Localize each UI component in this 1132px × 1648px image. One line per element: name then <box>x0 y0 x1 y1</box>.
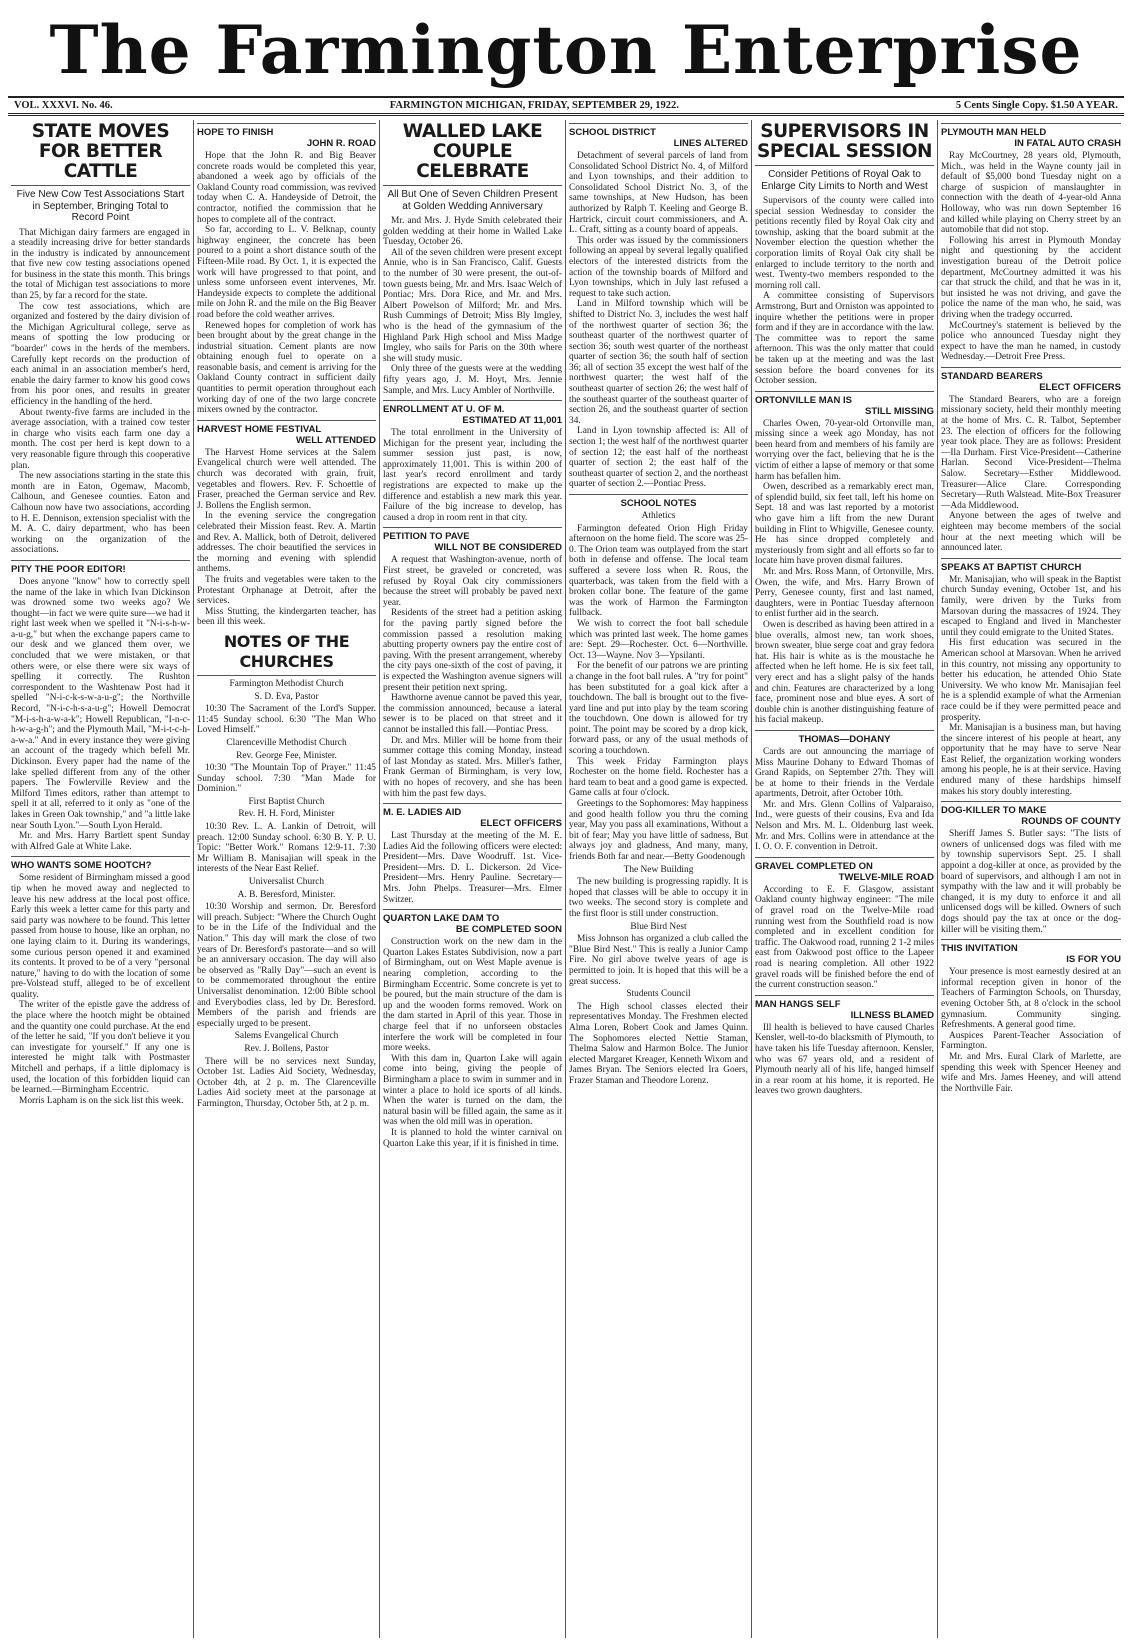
paragraph: With this dam in, Quarton Lake will again come into being, giving the people of Birmingham a place to swim in summer and in winter a place to hold ice sports of all kinds. When the water is turned on the dam, the natural basin will be filled again, the same as it was when the old mill was in operation. <box>383 1053 562 1128</box>
paragraph: Greetings to the Sophomores: May happiness and good health follow you thru the coming year, May you pass all examinations, Without a bit of fear; May you have little of sadness, But always joy and gladness, And many, many, friends Both far and near.—Betty Goodenough <box>569 799 748 862</box>
church-name: Clarenceville Methodist Church <box>226 737 347 748</box>
paragraph: 10:30 "The Mountain Top of Prayer." 11:45 Sunday school. 7:30 "Man Made for Dominion." <box>197 763 376 795</box>
paragraph: Owen, described as a remarkably erect man, of splendid build, six feet tall, left his home on Sept. 18 and was last reported by a motorist who gave him a lift from the new Durant building in Flint to Whigville, Genesee county. He has since dropped completely and mysteriously from sight and all efforts so far to locate him have proven dismal failures. <box>755 482 934 567</box>
headline: DOG-KILLER TO MAKE ROUNDS OF COUNTY <box>941 801 1121 827</box>
paragraph: That Michigan dairy farmers are engaged in a steadily increasing drive for better standards in the industry is indicated by announcement that five new cow testing associations opened for business in the state this month. This brings the total of Michigan test associations to more than 25, by far a record for the state. <box>11 227 190 302</box>
paragraph: Following his arrest in Plymouth Monday night and questioning by the accident investigation bureau of the Detroit police department, McCourtney admitted it was his car that struck the child, and that he was in it, but insisted he was not driving, and gave the police the name of the man who, he said, was driving when the tradegy occurred. <box>941 235 1121 320</box>
section-title: Students Council <box>626 989 691 1000</box>
article-john-r-road <box>197 123 376 416</box>
paragraph: Hope that the John R. and Big Beaver concrete roads would be completed this year, abandoned a week ago by officials of the Oakland County road commission, was revived today when C. A. Handeyside of Detroit, the contractor, notified the commission that he hopes to complete all of the contract. <box>197 151 376 225</box>
church-pastor: S. D. Eva, Pastor <box>254 691 319 702</box>
article-enrollment <box>383 400 562 523</box>
column-4 <box>566 120 752 1638</box>
column-3 <box>380 120 566 1638</box>
paragraph: So far, according to L. V. Belknap, county highway engineer, the concrete has been poured to a point a short distance south of the Fifteen-Mile road. By Oct. 1, it is expected the work will have progressed to that point, and unless some unforseen event intervenes, Mr. Handeyside expects to complete the additional mile on John R. and the mile on the Big Beaver road before the cold weather arrives. <box>197 225 376 320</box>
subheadline: Consider Petitions of Royal Oak to Enlarge City Limits to North and West <box>761 169 928 192</box>
paragraph: Does anyone "know" how to correctly spell the name of the lake in which Ivan Dickinson was drowned some two weeks ago? We thought—in fact we were quite sure—we had it right last week when we spelled it "N-i-s-h-w-a-u-g," but when the exchange papers came to our desk and we glanced them over, we concluded that we were mistaken, or that others were, or else there were six ways of spelling it correctly. The Rushton correspondent to the Washtenaw Post had it spelled "N-i-c-k-s-w-a-u-g"; the Northville Record, "N-i-c-h-s-a-u-g"; Howell Democrat "M-i-s-h-a-w-a-k"; Howell Republican, "I-n-c-h-w-a-g-h"; and the Plymouth Mail, "M-i-t-c-h-a-w-a." And in every instance they were giving an account of the tragedy which befell Mr. Dickinson. Every paper had the name of the lake spelled different from any of the other papers. The Fowlerville Review and the Milford Times editors, rather than attempt to spell it at all, referred to it only as "one of the lakes in Green Oak township," and "a little lake near South Lyon."—South Lyon Herald. <box>11 576 190 831</box>
paragraph: Auspices Parent-Teacher Association of Farmington. <box>941 1030 1121 1052</box>
paragraph: Mr. and Mrs. Ross Mann, of Ortonville, Mrs. Owen, the wife, and Mrs. Harry Brown of Perry, Genesee county, first and last named, daughters, were in Pontiac Tuesday afternoon to enlist further aid in the search. <box>755 567 934 620</box>
paragraph: 10:30 The Sacrament of the Lord's Supper. 11:45 Sunday school. 6:30 "The Man Who Loved Himself." <box>197 704 376 736</box>
church-name: Salems Evangelical Church <box>234 1031 339 1042</box>
article-harvest-home <box>197 420 376 628</box>
paragraph: All of the seven children were present except Annie, who is in San Francisco, Calif. Guests to the number of 30 were present, the out-of-town guests being, Mr. and Mrs. Isaac Welch of Pontiac; Mrs. Dora Rice, and Mr. and Mrs. Albert Powelson of Milford; Mr. and Mrs. Rush Cummings of Detroit; Miss Bly Imgley, who is the head of the gymnasium of the Highland Park High school and Miss Madge Imgley, who sails for Paris on the 30th where she will study music. <box>383 247 562 364</box>
paragraph: Ill health is believed to have caused Charles Kensler, well-to-do blacksmith of Plymouth, to have taken his life Tuesday afternoon. Kensler, who was 67 years old, and a resident of Plymouth nearly all of his life, hanged himself in a rear room at his home, it is reported. He leaves two grown daughters. <box>755 1022 934 1097</box>
columns <box>8 120 1124 1638</box>
church-name: Farmington Methodist Church <box>229 678 344 689</box>
paragraph: Miss Johnson has organized a club called the "Blue Bird Nest." This is really a Junior Camp Fire. No girl above twelve years of age is permitted to join. It is hoped that this will be a great success. <box>569 934 748 987</box>
column-5 <box>752 120 938 1638</box>
paragraph: We wish to correct the foot ball schedule which was printed last week. The home games are: Sept. 29—Rochester. Oct. 6—Northville. Oct. 13—Wayne. Nov 3—Ypsilanti. <box>569 618 748 661</box>
article-couple-celebrate <box>383 122 562 396</box>
article-gravel <box>755 857 934 991</box>
paragraph: Residents of the street had a petition asking for the paving partly signed before the commission passed a resolution making abutting property owners pay the entire cost of paving. With the present arrangement, whereby the city pays one-sixth of the cost of paving, it is expected the Washington avenue signers will present their petition next spring. <box>383 608 562 693</box>
paragraph: Anyone between the ages of twelve and eighteen may become members of the social hour at the next meeting which will be announced later. <box>941 511 1121 554</box>
headline: STATE MOVES FOR BETTER CATTLE <box>11 122 190 186</box>
article-quarton-dam <box>383 909 562 1149</box>
article-school-notes <box>569 494 748 1086</box>
headline: PLYMOUTH MAN HELD IN FATAL AUTO CRASH <box>941 123 1121 149</box>
headline: GRAVEL COMPLETED ON TWELVE-MILE ROAD <box>755 857 934 883</box>
paragraph: Cards are out announcing the marriage of Miss Maurine Dohany to Edward Thomas of Grand Rapids, on September 27th. They will be at home to their friends in the Verdale apartments, Detroit, after October 10th. <box>755 746 934 800</box>
headline: HARVEST HOME FESTIVAL WELL ATTENDED <box>197 420 376 446</box>
paragraph: This week Friday Farmington plays Rochester on the home field. Rochester has a hard team to beat and a good game is expected. Game calls at four o'clock. <box>569 756 748 799</box>
paragraph: Mr. and Mrs. J. Hyde Smith celebrated their golden wedding at their home in Walled Lake Tuesday, October 26. <box>383 216 562 248</box>
headline: SCHOOL NOTES <box>569 494 748 509</box>
section-title: Blue Bird Nest <box>630 921 687 932</box>
headline: ENROLLMENT AT U. OF M. ESTIMATED AT 11,001 <box>383 400 562 426</box>
paragraph: The new building is progressing rapidly. It is hoped that classes will be able to occupy it in two weeks. The second story is complete and the first floor is still under construction. <box>569 877 748 919</box>
paragraph: Morris Lapham is on the sick list this week. <box>19 1095 184 1106</box>
headline: THOMAS—DOHANY <box>755 730 934 745</box>
headline: PETITION TO PAVE WILL NOT BE CONSIDERED <box>383 527 562 553</box>
article-ortonville-missing <box>755 391 934 726</box>
article-better-cattle <box>11 122 190 556</box>
paragraph: Mr. and Mrs. Eural Clark of Marlette, are spending this week with Spencer Heeney and wife and Mrs. James Heeney, and will attend the Northville Fair. <box>941 1051 1121 1094</box>
paragraph: In the evening service the congregation celebrated their Mission feast. Rev. A. Martin and Rev. A. Mallick, both of Detroit, delivered addresses. The choir beautified the services in the morning and evening with splendid anthems. <box>197 511 376 575</box>
paragraph: There will be no services next Sunday, October 1st. Ladies Aid Society, Wednesday, October 4th, at 2 p. m. The Clarenceville Ladies Aid society meet at the parsonage at Farmington, Thursday, October 5th, at 2 p. m. <box>197 1056 376 1109</box>
paragraph: The High school classes elected their representatives Monday. The Freshmen elected Alma Loren, Robert Cook and James Quinn. The Sophomores elected Nettie Staman, Thelma Salow and Harmon Bolce. The Junior elected Margaret Kreager, Kenneth Wixom and James Bryan. The Seniors elected Ira Goers, Frazer Staman and Theodore Lorenz. <box>569 1001 748 1086</box>
article-thomas-dohany <box>755 730 934 853</box>
church-name: Universalist Church <box>248 877 325 888</box>
headline: THIS INVITATION IS FOR YOU <box>941 939 1121 965</box>
column-6 <box>938 120 1124 1638</box>
headline: SCHOOL DISTRICT LINES ALTERED <box>569 123 748 149</box>
dateline <box>8 96 1124 116</box>
paragraph: Mr. Manisajian, who will speak in the Baptist church Sunday evening, October 1st, and his family, were driven by the Turks from Marsovan during the massacres of 1924. They escaped to England and lived in Manchester until they could emigrate to the United States. <box>941 574 1121 638</box>
paragraph: It is planned to hold the winter carnival on Quarton Lake this year, if it is finished in time. <box>383 1127 562 1149</box>
headline: PITY THE POOR EDITOR! <box>11 560 190 575</box>
headline: WHO WANTS SOME HOOTCH? <box>11 856 190 871</box>
paragraph: Your presence is most earnestly desired at an informal reception given in honor of the Teachers of Farmington Schools, on Thursday, evening October 5th, at 8 o'clock in the school gymnasium. Community singing. Refreshments. A general good time. <box>941 967 1121 1031</box>
paragraph: Miss Stutting, the kindergarten teacher, has been ill this week. <box>197 606 376 628</box>
newspaper-title: The Farmington Enterprise <box>49 11 1083 89</box>
headline: NOTES OF THE CHURCHES <box>197 632 376 676</box>
church-name: First Baptist Church <box>248 796 325 807</box>
article-invitation <box>941 939 1121 1094</box>
paragraph: 10:30 Rev. L. A. Lankin of Detroit, will preach. 12:00 Sunday school. 6:30 B. Y. P. U. Topic: "Better Work." Romans 12:9-11. 7:30 Mr William B. Manisajian will speak in the interests of the Near East Relief. <box>197 822 376 875</box>
paragraph: The writer of the epistle gave the address of the place where the hootch might be obtained and the quantity one could purchase. At the end of the letter he said, "If you don't believe it you can investigate for yourself." If any one is interested he might talk with Postmaster Mitchell and perhaps, if a little diplomacy is used, the location of this forbidden liquid can be learned.—Birmingham Eccentric. <box>11 1000 190 1096</box>
article-man-hangs-self <box>755 995 934 1097</box>
paragraph: The Standard Bearers, who are a foreign missionary society, held their monthly meeting at the home of Mrs. C. R. Talbot, September 23. The election of officers for the following year took place. They are as follows: President—Ila Durham. First Vice-President—Catherine Harlan. Second Vice-President—Thelma Salow. Secretary—Esther Middlewood. Treasurer—Alice Clare. Corresponding Secretary—Ruth Walstead. Mite-Box Treasurer—Ada Middlewood. <box>941 394 1121 511</box>
section-title: The New Building <box>623 864 694 875</box>
headline: STANDARD BEARERS ELECT OFFICERS <box>941 367 1121 393</box>
paragraph: According to E. F. Glasgow, assistant Oakland county highway engineer: "The mile of gravel road on the Twelve-Mile road running west from the Southfield road is now completed and in excellent condition for traffic. The Oakwood road, running 2 1-2 miles east from Oakwood post office to the Lapeer road is nearing completion. All other 1922 gravel roads will be finished before the end of the current construction season." <box>755 884 934 991</box>
headline: SPEAKS AT BAPTIST CHURCH <box>941 558 1121 573</box>
paragraph: Land in Lyon township affected is: All of section 1; the west half of the northwest quarter of section 12; the east half of the northeast quarter of section 2; the east half of the southeast quarter of section 2, and the northeast quarter of section 2.—Pontiac Press. <box>569 426 748 490</box>
subheadline: All But One of Seven Children Present at Golden Wedding Anniversary <box>387 189 558 212</box>
paragraph: Some resident of Birmingham missed a good tip when he moved away and neglected to leave his new address at the local post office. Early this week a letter came for this party and said party was nowhere to be found. This letter passed from house to house, like an orphan, no one laying claim to it. During its wanderings, some curious person opened it and examined its contents. It proved to be of a very "personal nature," having to do with the location of some pre-Volstead stuff, alleged to be of excellent quality. <box>11 873 190 1000</box>
church-pastor: Rev. H. H. Ford, Minister <box>238 809 335 820</box>
masthead <box>8 4 1124 96</box>
article-ladies-aid <box>383 803 562 905</box>
headline: WALLED LAKE COUPLE CELEBRATE <box>383 122 562 186</box>
paragraph: Owen is described as having been attired in a blue overalls, almost new, tan work shoes, brown sweater, blue serge coat and gray fedora hat. His hair is white as is the moustache he affected when he left home. He is six feet tall, very erect and has a slight palsy of the hands and chin. Features are characterized by a long face, prominent nose and blue eyes. A sort of double chin is another distinguishing feature of his facial makeup. <box>755 619 934 726</box>
headline: HOPE TO FINISH JOHN R. ROAD <box>197 123 376 149</box>
section-title: Athletics <box>641 511 676 521</box>
paragraph: His first education was secured in the American school at Marsovan. When he arrived in this country, not missing any opportunity to better his education, he attended Ohio State University. We who know Mr. Manisajian feel he is a splendid example of what the Armenian race could be if they were permitted peace and prosperity. <box>941 638 1121 723</box>
headline: MAN HANGS SELF ILLNESS BLAMED <box>755 995 934 1021</box>
paragraph: A committee consisting of Supervisors Armstrong, Burt and Orniston was appointed to inquire whether the petitions were in proper form and if they are in accordance with the law. The committee was to report the same afternoon. This was the only matter that could be taken up at the meeting and was the last session before the board convenes for its October session. <box>755 291 934 387</box>
church-pastor: Rev. J. Bollens, Pastor <box>244 1043 329 1054</box>
article-poor-editor <box>11 560 190 852</box>
paragraph: Only three of the guests were at the wedding fifty years ago, J. M. Hoyt, Mrs. Jennie Sample, and Mrs. Lucy Ambler of Northville. <box>383 364 562 396</box>
paragraph: Farmington defeated Orion High Friday afternoon on the home field. The score was 25-0. The Orion team was outplayed from the start both in defense and offense. The local team suffered a severe loss when R. Rous, the quarterback, was taken from the field with a broken collar bone. The feature of the game was the work of Harmon the Farmington fullback. <box>569 523 748 619</box>
article-petition-to-pave <box>383 527 562 799</box>
paragraph: Hawthorne avenue cannot be paved this year, the commission announced, because a lateral sewer is to be placed on that street and it cannot be installed this fall.—Pontiac Press. <box>383 693 562 735</box>
article-standard-bearers <box>941 367 1121 554</box>
paragraph: The Harvest Home services at the Salem Evangelical church were well attended. The church was decorated with grain, fruit, vegetables and flowers. Rev. F. Schoettle of Fraser, preached the German service and Rev. J. Bollens the English sermon. <box>197 447 376 511</box>
paragraph: The new associations starting in the state this month are in Eaton, Ogemaw, Macomb, Calhoun, and Genesee counties. Eaton and Calhoun now have two associations, according to H. E. Dennison, extension specialist with the M. A. C. dairy department, who has been working on the organization of the associations. <box>11 471 190 556</box>
newspaper-page <box>8 4 1124 1640</box>
paragraph: For the benefit of our patrons we are printing a change in the foot ball rules. A "try for point" has been substituted for a goal kick after a touchdown. The ball is brought out to the five-yard line and put into play by the team scoring the touchdown. One down is allowed for try point. The point may be scored by a drop kick, forward pass, or any of the usual methods of scoring a touchdown. <box>569 661 748 757</box>
subheadline: Five New Cow Test Associations Start in September, Bringing Total to Record Point <box>16 189 185 223</box>
paragraph: Construction work on the new dam in the Quarton Lakes Estates Subdivision, now a part of Birmingham, out on West Maple avenue is nearing completion, according to the Birmingham Eccentric. Some concrete is yet to be poured, but the main structure of the dam is up and the wooden forms removed. Work on the dam started in April of this year. Those in charge feel that if no unforseen obstacles interfere the work will be completed in four more weeks. <box>383 937 562 1054</box>
paragraph: Supervisors of the county were called into special session Wednesday to consider the petitions recently filed by Royal Oak city and township, asking that the board submit at the November election the question whether the corporation limits of Royal Oak city shall be enlarged to include territory to the north and west. Twenty-two members responded to the morning roll call. <box>755 196 934 291</box>
price: 5 Cents Single Copy. $1.50 A YEAR. <box>955 100 1118 111</box>
paragraph: Dr. and Mrs. Miller will be home from their summer cottage this coming Monday, instead of last Monday as stated. Mrs. Miller's father, Frank German of Birmingham, is very low, with no hopes of recovery, and she has been with him the past few days. <box>383 735 562 799</box>
article-school-district <box>569 123 748 490</box>
column-2 <box>194 120 380 1638</box>
article-supervisors <box>755 122 934 387</box>
paragraph: Sheriff James S. Butler says: "The lists of owners of unlicensed dogs was filed with me by township supervisors Sept. 25. I shall appoint a dog-killer at once, as provided by the board of supervisors, and although I am not in sympathy with the law and it will probably be changed, it is my duty to enforce it and all unlicensed dogs will be killed. Owners of such dogs should pay the tax at once or the dog-killer will be visiting them." <box>941 829 1121 935</box>
paragraph: Charles Owen, 70-year-old Ortonville man, missing since a week ago Monday, has not been heard from and members of his family are worrying over the fact, believing that he is the victim of either a lapse of memory or that some harm has befallen him. <box>755 418 934 482</box>
article-church-notes <box>197 632 376 1110</box>
paragraph: The fruits and vegetables were taken to the Protestant Orphanage at Detroit, after the services. <box>197 574 376 607</box>
paragraph: Mr. Manisajian is a business man, but having the sincere interest of his people at heart, any opportunity that he may have to serve Near East Relief, the organization working wonders among his people, he is at their service. Having endured many of these hardships himself makes his story doubly interesting. <box>941 723 1121 797</box>
article-plymouth-crash <box>941 123 1121 363</box>
paragraph: 10:30 Worship and sermon. Dr. Beresford will preach. Subject: "Where the Church Ought to be in the Life of the Individual and the Nation." This day will mark the close of two years of Dr. Beresford's pastorate—and so will be an anniversary occasion. The day will also be observed as "Rally Day"—such an event is to be commemorated throughout the entire Universalist denomination. 12:00 Bible school and Everybodies class, led by Dr. Beresford. Members of the parish and friends are especially urged to be present. <box>197 902 376 1029</box>
paragraph: About twenty-five farms are included in the average association, with a trained cow tester in charge who visits each farm one day a month. The cost per herd is kept down to a very reasonable figure through this cooperative plan. <box>11 407 190 471</box>
paragraph: The cow test associations, which are organized and fostered by the dairy division of the Michigan Agricultural college, serve as means of spotting the low producing or "boarder" cows in the herds of the members. Carefully kept records on the production of each animal in an association member's herd, enable the dairy farmer to know his good cows from his poor ones, and results in greater efficiency in the handling of the herd. <box>11 301 190 407</box>
place-date: FARMINGTON MICHIGAN, FRIDAY, SEPTEMBER 29, 1922. <box>389 100 679 111</box>
volume-number: VOL. XXXVI. No. 46. <box>14 100 113 111</box>
paragraph: This order was issued by the commissioners following an appeal by several legally qualified electors of the interested districts from the action of the township boards of Milford and Lyon townships, which in July last refused a request to take such action. <box>569 235 748 299</box>
paragraph: Land in Milford township which will be shifted to District No. 3, includes the west half of the northwest quarter of section 36; the southeast quarter of the northwest quarter of section 36; south west quarter of the northeast quarter of section 36; the south half of section 36; all of section 35 except the west half of the northwest quarter; the west half of the southeast quarter of section 26; the west half of the southeast quarter of the southeast quarter of section 26, and the southeast quarter of section 34. <box>569 299 748 426</box>
church-pastor: A. B. Beresford, Minister. <box>237 889 336 900</box>
paragraph: The total enrollment in the University of Michigan for the present year, including the summer session just past, is now, approximately 11,001. This is within 200 of last year's record enrollment and tardy registrations are expected to make up the difference and establish a new mark this year. Failure of the big increase to develop, has caused a drop in room rent in that city. <box>383 428 562 523</box>
paragraph: Ray McCourtney, 28 years old, Plymouth, Mich., was held in the Wayne county jail in default of $5,000 bond Tuesday night on a charge of suspicion of manslaughter in connection with the death of 4-year-old Anna Holloway, who was run down September 16 and killed while playing on Cherry street by an automobile that did not stop. <box>941 151 1121 236</box>
article-hootch <box>11 856 190 1106</box>
paragraph: Renewed hopes for completion of work has been brought about by the great change in the industrial situation. Cement plants are now obtaining enough fuel to operate on a reasonable basis, and cement is arriving for the Oakland County contract in sufficient daily quantities to permit operation throughout each working day of one of the two large concrete mixers owned by the contractor. <box>197 320 376 416</box>
article-dog-killer <box>941 801 1121 935</box>
paragraph: Detachment of several parcels of land from Consolidated School District No. 4, of Milford and Lyon townships, and their addition to Consolidated School District No. 3, of the same townships, at New Hudson, has been authorized by Ralph T. Keeling and George B. Hartrick, circuit court commissioners, and A. L. Craft, sitting as a county board of appeals. <box>569 151 748 236</box>
paragraph: Mr. and Mrs. Harry Bartlett spent Sunday with Alfred Gale at White Lake. <box>11 831 190 852</box>
headline: ORTONVILLE MAN IS STILL MISSING <box>755 391 934 417</box>
headline: M. E. LADIES AID ELECT OFFICERS <box>383 803 562 829</box>
article-baptist-church <box>941 558 1121 797</box>
headline: QUARTON LAKE DAM TO BE COMPLETED SOON <box>383 909 562 935</box>
church-pastor: Rev. George Fee, Minister. <box>236 750 337 761</box>
headline: SUPERVISORS IN SPECIAL SESSION <box>755 122 934 166</box>
paragraph: McCourtney's statement is believed by the police who announced Tuesday night they expect to have the man he named, in custody Wednesday.—Detroit Free Press. <box>941 320 1121 363</box>
column-1 <box>8 120 194 1638</box>
paragraph: Last Thursday at the meeting of the M. E. Ladies Aid the following officers were elected: President—Mrs. Dave Woodruff. 1st. Vice-President—Mrs. D. L. Dickerson. 2d Vice-President—Mrs. Henry Pauline. Secretary—Mrs. John Phelps. Treasurer—Mrs. Elmer Switzer. <box>383 831 562 905</box>
paragraph: A request that Washington-avenue, north of First street, be graveled or concreted, was refused by Royal Oak city commissioners because the street will probably be paved next year. <box>383 555 562 608</box>
paragraph: Mr. and Mrs. Glenn Collins of Valparaiso, Ind., were guests of their cousins, Eva and Ida Nelson and Mrs. M. L. Oldenburg last week. Mr. and Mrs. Collins were in attendance at the I. O. O. F. convention in Detroit. <box>755 799 934 853</box>
